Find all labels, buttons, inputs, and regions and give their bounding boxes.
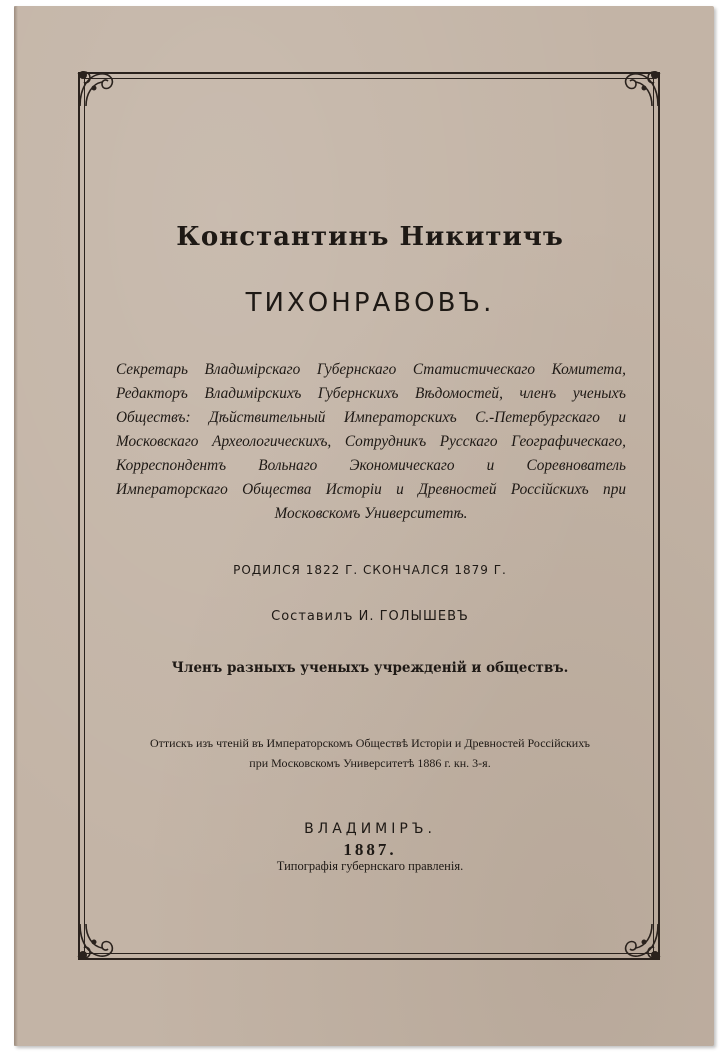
corner-flourish-icon — [74, 66, 120, 112]
author-surname: ТИХОНРАВОВЪ. — [245, 288, 495, 318]
life-dates: РОДИЛСЯ 1822 Г. СКОНЧАЛСЯ 1879 Г. — [233, 563, 507, 577]
author-first-names: Константинъ Никитичъ — [176, 222, 564, 252]
offprint-line-1: Оттискъ изъ чтеній въ Императорскомъ Обществѣ Исторіи и Древностей Россійскихъ — [150, 736, 590, 750]
imprint-press: Типографія губернскаго правленія. — [276, 859, 464, 873]
paper-edge-shadow — [14, 6, 18, 1046]
offprint-note — [110, 733, 630, 773]
corner-flourish-icon — [74, 918, 120, 964]
compiler-line: Составилъ И. ГОЛЫШЕВЪ — [271, 609, 469, 624]
author-description: Секретарь Владимірскаго Губернскаго Статистическаго Комитета, Редакторъ Владимірскихъ Губернскихъ Вѣдомостей, членъ ученыхъ Обществъ: Дѣйствительный Императорскихъ С.-Петербургскаго и Московскаго Археологическихъ, Сотрудникъ Русскаго Географическаго, Корреспондентъ Вольнаго Экономическаго и Соревнователь Императорскаго Общества Исторіи и Древностей Россійскихъ при Московскомъ Университетѣ. — [116, 361, 626, 522]
corner-flourish-icon — [618, 66, 664, 112]
compiler-membership: Членъ разныхъ ученыхъ учрежденій и обществъ. — [171, 660, 569, 676]
corner-flourish-icon — [618, 918, 664, 964]
imprint-city: ВЛАДИМІРЪ. — [304, 821, 436, 837]
imprint-year: 1887. — [343, 840, 397, 859]
offprint-line-2: при Московскомъ Университетѣ 1886 г. кн. 3-я. — [249, 756, 491, 770]
